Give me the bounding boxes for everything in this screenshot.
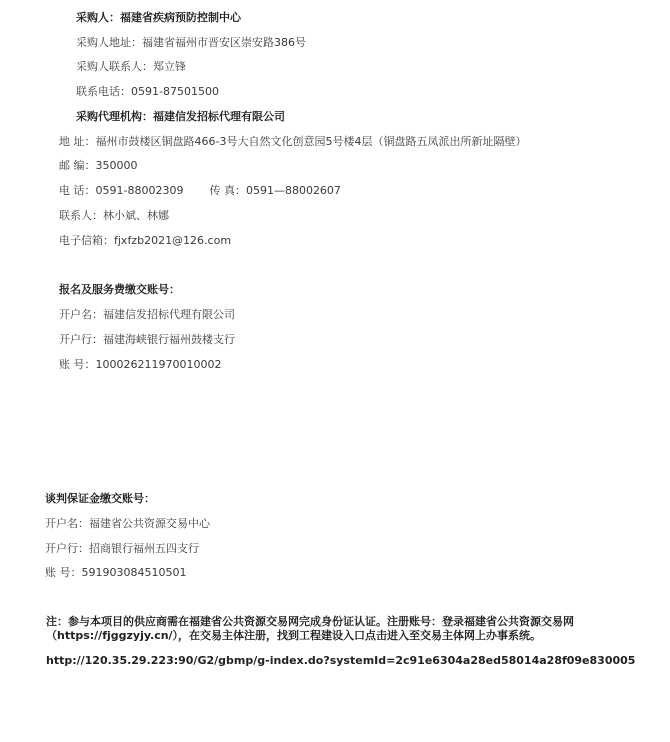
registration-url[interactable]: http://120.35.29.223:90/G2/gbmp/g-index.do?systemId=2c91e6304a28ed58014a28f09e830005 [46, 654, 636, 667]
registration-note: 注：参与本项目的供应商需在福建省公共资源交易网完成身份证认证。注册账号：登录福建省公共资源交易网（https://fjggzyjy.cn/），在交易主体注册，找到工程建设入口点击进入至交易主体网上办事系统。 [46, 615, 574, 642]
agency-contacts: 联系人：林小斌、林娜 [59, 209, 169, 222]
deposit-account-number: 账 号：591903084510501 [45, 566, 187, 579]
purchaser-address: 采购人地址：福建省福州市晋安区崇安路386号 [76, 36, 306, 49]
deposit-bank: 开户行：招商银行福州五四支行 [45, 542, 199, 555]
purchaser-contact: 采购人联系人：郑立锋 [76, 60, 186, 73]
service-fee-bank: 开户行：福建海峡银行福州鼓楼支行 [59, 333, 235, 346]
purchaser-phone: 联系电话：0591-87501500 [76, 85, 219, 98]
agency-email: 电子信箱：fjxfzb2021@126.com [59, 234, 232, 247]
agency-phone: 电 话：0591-88002309 [59, 184, 184, 197]
deposit-account-name: 开户名：福建省公共资源交易中心 [45, 517, 210, 530]
service-fee-account-number: 账 号：100026211970010002 [59, 358, 222, 371]
agency-address: 地 址：福州市鼓楼区铜盘路466-3号大自然文化创意园5号楼4层（铜盘路五凤派出所新址隔壁） [59, 135, 527, 148]
agency-fax: 传 真：0591—88002607 [209, 184, 341, 197]
agency-postcode: 邮 编：350000 [59, 159, 138, 172]
service-fee-account-name: 开户名：福建信发招标代理有限公司 [59, 308, 235, 321]
agency-phone-fax-row [59, 184, 341, 198]
service-fee-title: 报名及服务费缴交账号： [59, 283, 180, 296]
purchaser-name: 采购人：福建省疾病预防控制中心 [76, 11, 241, 24]
agency-name: 采购代理机构：福建信发招标代理有限公司 [76, 110, 285, 123]
deposit-title: 谈判保证金缴交账号： [45, 492, 155, 505]
